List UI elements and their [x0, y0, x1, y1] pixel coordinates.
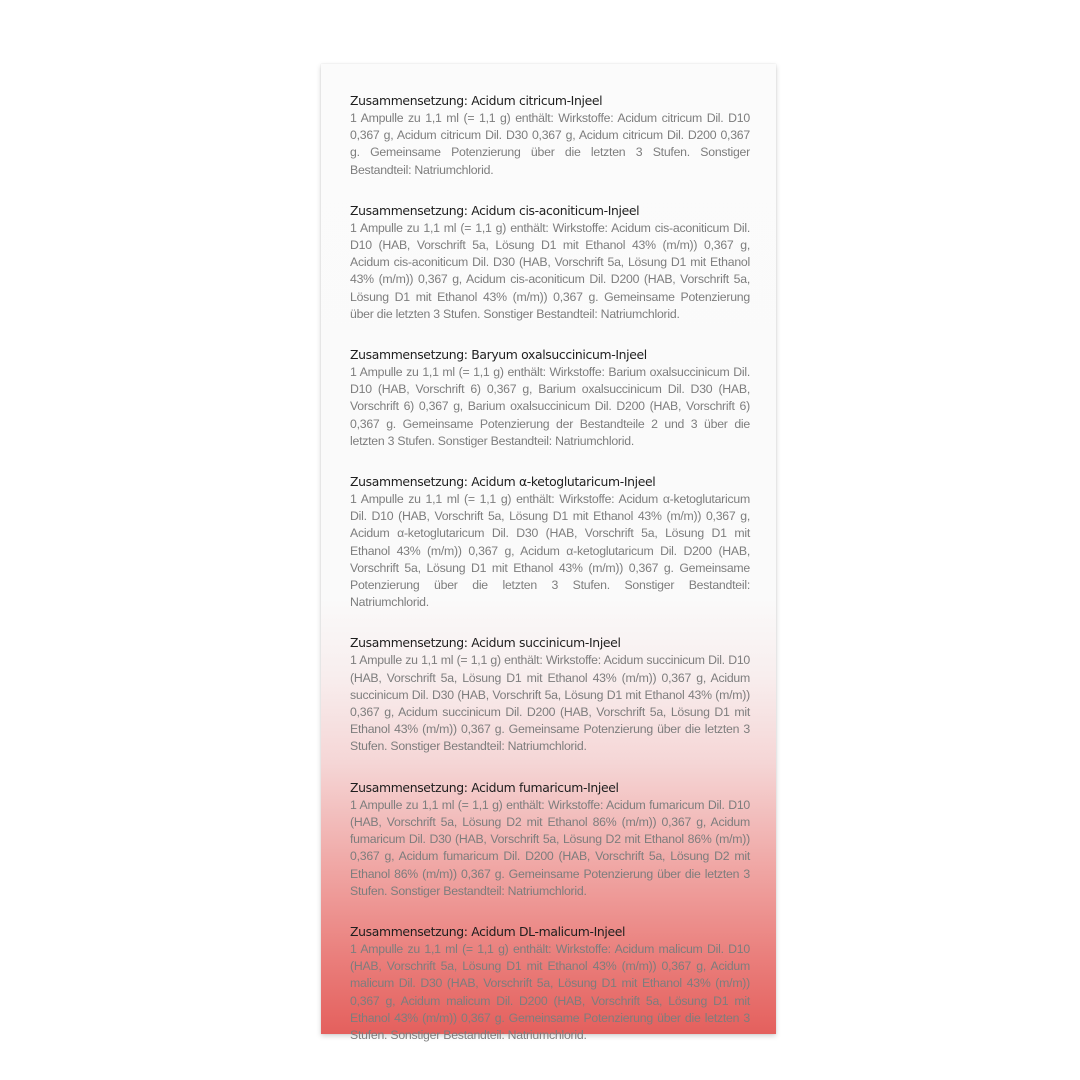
composition-text: 1 Ampulle zu 1,1 ml (= 1,1 g) enthält: Wirkstoffe: Acidum succinicum Dil. D10 (HAB, Vorschrift 5a, Lösung D1 mit Ethanol 43% (m/m)) 0,367 g, Acidum succinicum Dil. D30 (HAB, Vorschrift 5a, Lösung D1 mit Ethanol 43% (m/m)) 0,367 g, Acidum succinicum Dil. D200 (HAB, Vorschrift 5a, Lösung D1 mit Ethanol 43% (m/m)) 0,367 g. Gemeinsame Potenzierung über die letzten 3 Stufen. Sonstiger Bestandteil: Natriumchlorid. [350, 653, 750, 754]
product-name: Acidum cis-aconiticum-Injeel [471, 202, 640, 218]
product-name: Baryum oxalsuccinicum-Injeel [471, 347, 647, 363]
section-heading [350, 91, 750, 110]
product-name: Acidum α-ketoglutaricum-Injeel [471, 474, 656, 490]
section-heading [350, 922, 750, 941]
product-name: Acidum DL-malicum-Injeel [471, 923, 626, 939]
composition-section [350, 201, 750, 323]
composition-text: 1 Ampulle zu 1,1 ml (= 1,1 g) enthält: Wirkstoffe: Acidum α-ketoglutaricum Dil. D10 (HAB, Vorschrift 5a, Lösung D1 mit Ethanol 43% (m/m)) 0,367 g, Acidum α-ketoglutaricum Dil. D30 (HAB, Vorschrift 5a, Lösung D1 mit Ethanol 43% (m/m)) 0,367 g, Acidum α-ketoglutaricum Dil. D200 (HAB, Vorschrift 5a, Lösung D1 mit Ethanol 43% (m/m)) 0,367 g. Gemeinsame Potenzierung über die letzten 3 Stufen. Sonstiger Bestandteil: Natriumchlorid. [350, 492, 750, 610]
section-heading [350, 345, 750, 364]
section-heading [350, 201, 750, 220]
section-heading [350, 778, 750, 797]
product-name: Acidum fumaricum-Injeel [471, 779, 619, 795]
heading-label: Zusammensetzung: [350, 202, 468, 218]
section-heading [350, 472, 750, 491]
composition-text: 1 Ampulle zu 1,1 ml (= 1,1 g) enthält: Wirkstoffe: Acidum fumaricum Dil. D10 (HAB, Vorschrift 5a, Lösung D2 mit Ethanol 86% (m/m)) 0,367 g, Acidum fumaricum Dil. D30 (HAB, Vorschrift 5a, Lösung D2 mit Ethanol 86% (m/m)) 0,367 g, Acidum fumaricum Dil. D200 (HAB, Vorschrift 5a, Lösung D2 mit Ethanol 86% (m/m)) 0,367 g. Gemeinsame Potenzierung über die letzten 3 Stufen. Sonstiger Bestandteil: Natriumchlorid. [350, 797, 750, 898]
section-heading [350, 633, 750, 652]
composition-section [350, 778, 750, 900]
heading-label: Zusammensetzung: [350, 347, 468, 363]
composition-section [350, 922, 750, 1044]
composition-section [350, 472, 750, 611]
product-name: Acidum citricum-Injeel [471, 93, 603, 108]
heading-label: Zusammensetzung: [350, 474, 468, 490]
composition-text: 1 Ampulle zu 1,1 ml (= 1,1 g) enthält: Wirkstoffe: Acidum malicum Dil. D10 (HAB, Vorschrift 5a, Lösung D1 mit Ethanol 43% (m/m)) 0,367 g, Acidum malicum Dil. D30 (HAB, Vorschrift 5a, Lösung D1 mit Ethanol 43% (m/m)) 0,367 g, Acidum malicum Dil. D200 (HAB, Vorschrift 5a, Lösung D1 mit Ethanol 43% (m/m)) 0,367 g. Gemeinsame Potenzierung über die letzten 3 Stufen. Sonstiger Bestandteil: Natriumchlorid. [350, 941, 750, 1042]
heading-label: Zusammensetzung: [350, 635, 468, 651]
package-leaflet [321, 64, 776, 1042]
heading-label: Zusammensetzung: [350, 923, 468, 939]
composition-section [350, 633, 750, 755]
heading-label: Zusammensetzung: [350, 779, 468, 795]
composition-section [350, 91, 750, 179]
composition-section [350, 345, 750, 450]
product-name: Acidum succinicum-Injeel [471, 635, 621, 651]
composition-text: 1 Ampulle zu 1,1 ml (= 1,1 g) enthält: Wirkstoffe: Barium oxalsuccinicum Dil. D10 (HAB, Vorschrift 6) 0,367 g, Barium oxalsuccinicum Dil. D30 (HAB, Vorschrift 6) 0,367 g, Barium oxalsuccinicum Dil. D200 (HAB, Vorschrift 6) 0,367 g. Gemeinsame Potenzierung der Bestandteile 2 und 3 über die letzten 3 Stufen. Sonstiger Bestandteil: Natriumchlorid. [350, 365, 750, 448]
composition-text: 1 Ampulle zu 1,1 ml (= 1,1 g) enthält: Wirkstoffe: Acidum citricum Dil. D10 0,367 g, Acidum citricum Dil. D30 0,367 g, Acidum citricum Dil. D200 0,367 g. Gemeinsame Potenzierung über die letzten 3 Stufen. Sonstiger Bestandteil: Natriumchlorid. [350, 111, 750, 177]
heading-label: Zusammensetzung: [350, 93, 468, 108]
composition-text: 1 Ampulle zu 1,1 ml (= 1,1 g) enthält: Wirkstoffe: Acidum cis-aconiticum Dil. D10 (HAB, Vorschrift 5a, Lösung D1 mit Ethanol 43% (m/m)) 0,367 g, Acidum cis-aconiticum Dil. D30 (HAB, Vorschrift 5a, Lösung D1 mit Ethanol 43% (m/m)) 0,367 g, Acidum cis-aconiticum Dil. D200 (HAB, Vorschrift 5a, Lösung D1 mit Ethanol 43% (m/m)) 0,367 g. Gemeinsame Potenzierung über die letzten 3 Stufen. Sonstiger Bestandteil: Natriumchlorid. [350, 220, 750, 321]
